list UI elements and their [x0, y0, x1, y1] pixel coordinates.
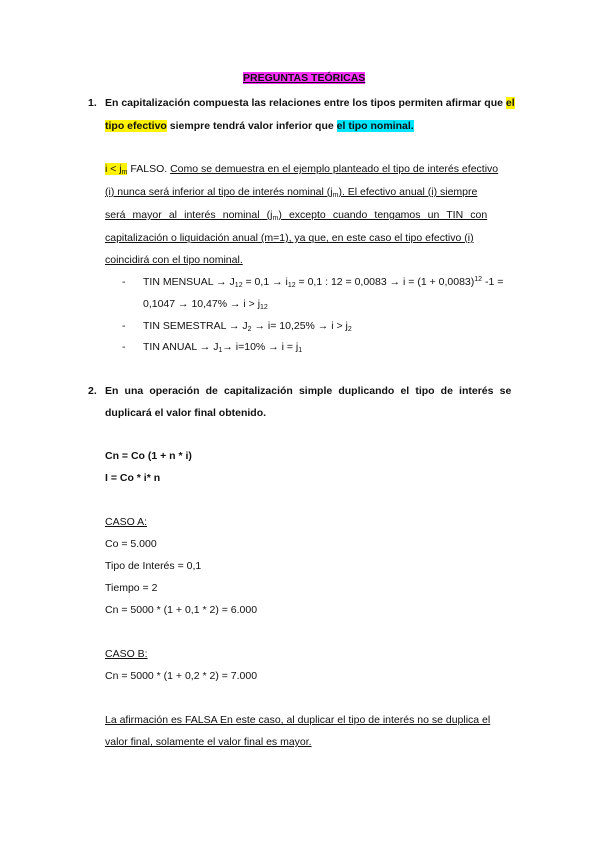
question-1-highlight-efectivo: tipo efectivo — [105, 120, 167, 132]
caso-a-line-2: Tipo de Interés = 0,1 — [105, 560, 202, 572]
question-1-number: 1. — [88, 97, 97, 109]
bullet-dash-2: - — [122, 320, 126, 332]
inequality-sub: m — [121, 169, 128, 176]
formula-2: I = Co * i* n — [105, 472, 161, 484]
bullet-2-line — [143, 320, 352, 333]
caso-a-title: CASO A: — [105, 516, 148, 528]
bullet-3-sub1: 1 — [218, 347, 223, 354]
bullet-3-b: → i=10% → i = j — [222, 341, 299, 353]
answer-1-text-1: Como se demuestra en el ejemplo planteado el tipo de interés efectivo — [170, 163, 499, 175]
caso-a-line-3: Tiempo = 2 — [105, 582, 158, 594]
question-1-line-1 — [105, 97, 515, 110]
bullet-2-b: → i= 10,25% → i > j — [251, 320, 348, 332]
conclusion-line-1: La afirmación es FALSA En este caso, al duplicar el tipo de interés no se duplica el — [105, 714, 491, 726]
answer-1-text-2b: ). El efectivo anual (i) siempre — [338, 186, 478, 198]
answer-1-line-2 — [105, 186, 515, 199]
bullet-1-line-1 — [143, 276, 503, 289]
question-2-line-1: En una operación de capitalización simple duplicando el tipo de interés se — [105, 385, 512, 397]
bullet-1-d: -1 = — [482, 276, 504, 288]
bullet-dash-1: - — [122, 276, 126, 288]
caso-a-line-4: Cn = 5000 * (1 + 0,1 * 2) = 6.000 — [105, 604, 258, 616]
formula-1: Cn = Co (1 + n * i) — [105, 450, 192, 462]
answer-1-line-1 — [105, 163, 498, 176]
answer-1-text-3b: ) excepto cuando tengamos un TIN con — [278, 209, 488, 221]
answer-1-sub-3: m — [272, 215, 279, 222]
bullet-2-a: TIN SEMESTRAL → J — [143, 320, 248, 332]
question-1-line-2 — [105, 120, 414, 133]
question-1-text-a: En capitalización compuesta las relaciones entre los tipos permiten afirmar que — [105, 97, 506, 109]
page-title — [243, 72, 365, 85]
bullet-1-c: = 0,1 : 12 = 0,0083 → i = (1 + 0,0083) — [295, 276, 475, 288]
bullet-1-sub2: 12 — [287, 282, 296, 289]
bullet-3-line — [143, 341, 302, 354]
question-1-highlight-nominal: el tipo nominal. — [336, 120, 414, 132]
bullet-3-a: TIN ANUAL → J — [143, 341, 219, 353]
question-1-text-b: siempre tendrá valor inferior que — [166, 120, 337, 132]
question-2-number: 2. — [88, 385, 97, 397]
inequality-text: i < j — [105, 163, 122, 175]
bullet-2-sub2: 2 — [347, 326, 352, 333]
bullet-1-b: = 0,1 → i — [242, 276, 288, 288]
question-2-line-2: duplicará el valor final obtenido. — [105, 407, 267, 419]
question-1-highlight-el: el — [505, 97, 515, 109]
answer-1-line-5: coincidirá con el tipo nominal. — [105, 254, 243, 266]
bullet-dash-3: - — [122, 341, 126, 353]
bullet-3-sub2: 1 — [298, 347, 303, 354]
bullet-1-sup: 12 — [474, 276, 483, 283]
bullet-2-sub1: 2 — [247, 326, 252, 333]
bullet-1-sub1: 12 — [234, 282, 243, 289]
bullet-1-line2-text: 0,1047 → 10,47% → i > j — [143, 298, 261, 310]
bullet-1-line-2 — [143, 298, 268, 311]
title-text: PREGUNTAS TEÓRICAS — [243, 72, 366, 84]
caso-b-line-1: Cn = 5000 * (1 + 0,2 * 2) = 7.000 — [105, 670, 258, 682]
answer-1-sub-2: m — [332, 192, 339, 199]
answer-1-line-3 — [105, 209, 487, 222]
bullet-1-a: TIN MENSUAL → J — [143, 276, 235, 288]
caso-b-title: CASO B: — [105, 648, 148, 660]
bullet-1-line2-sub: 12 — [260, 304, 268, 311]
caso-a-line-1: Co = 5.000 — [105, 538, 157, 550]
answer-1-falso: FALSO. — [127, 163, 171, 175]
answer-1-inequality — [105, 163, 127, 175]
answer-1-line-4: capitalización o liquidación anual (m=1), ya que, en este caso el tipo efectivo (i) — [105, 232, 474, 244]
answer-1-text-2a: (i) nunca será inferior al tipo de interés nominal (j — [105, 186, 333, 198]
answer-1-text-3a: será mayor al interés nominal (j — [105, 209, 273, 221]
conclusion-line-2: valor final, solamente el valor final es mayor. — [105, 736, 312, 748]
